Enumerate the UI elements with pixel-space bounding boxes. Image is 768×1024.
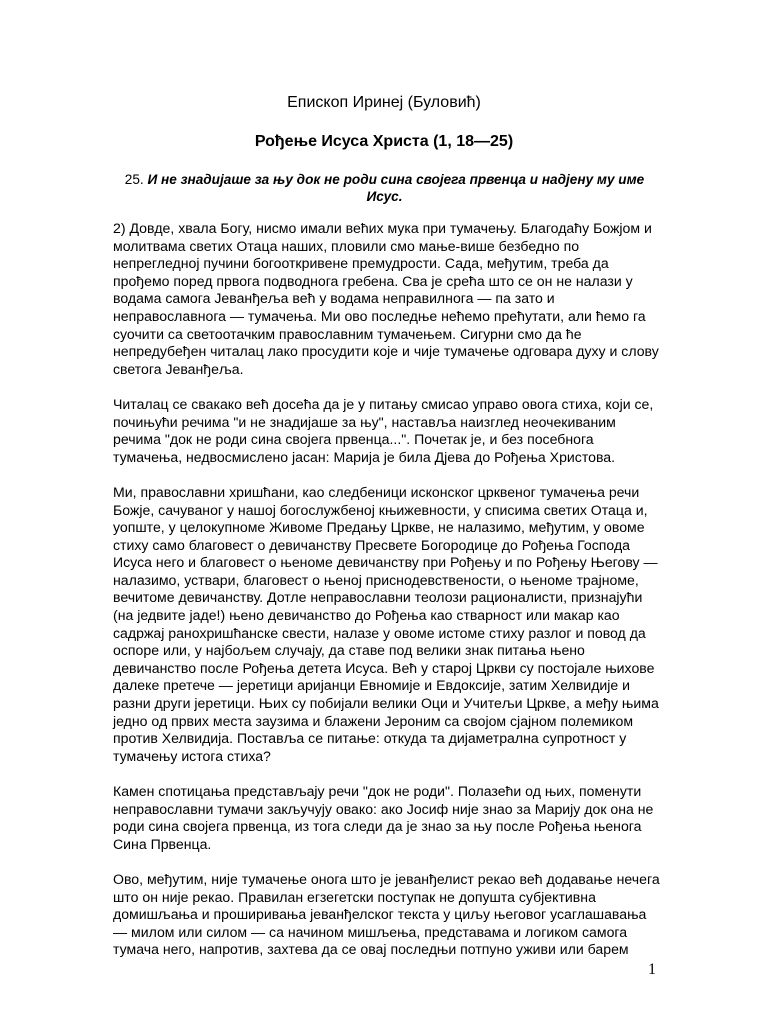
paragraph: Ово, међутим, није тумачење онога што је јеванђелист рекао већ додавање нечега што он није рекао. Правилан егзегетски поступак не допушта субјективна домишљања и проширивања јеванђелског текста у циљу његовог усаглашавања — милом или силом — са начином мишљења, представама и логиком самога тумача него, напротив, захтева да се овај последњи потпуно уживи или барем	[113, 870, 660, 958]
verse-text: И не знадијаше за њу док не роди сина својега првенца и надјену му име Исус.	[147, 172, 645, 204]
verse-number: 25.	[124, 172, 144, 187]
author-heading: Епископ Иринеј (Буловић)	[287, 94, 481, 111]
paragraph: Читалац се свакако већ досећа да је у питању смисао управо овога стиха, који се, почињући речима "и не знадијаше за њу", наставља наизглед неочекиваним речима "док не роди сина својега првенца...". Почетак је, и без посебнога тумачења, недвосмислено јасан: Марија је била Дјева до Рођења Христова.	[113, 395, 654, 465]
body-text	[113, 220, 661, 977]
verse-quote	[112, 171, 657, 205]
paragraph: Ми, православни хришћани, као следбеници исконског црквеног тумачења речи Божје, сачуваног у нашој богослужбеној књижевности, у списима светих Отаца и, уопште, у целокупноме Живоме Предању Цркве, не налазимо, међутим, у овоме стиху само благовест о девичанству Пресвете Богородице до Рођења Господа Исуса него и благовест о њеноме девичанству при Рођењу и по Рођењу Његову — налазимо, уствари, благовест о њеној приснодевствености, о њеноме трајноме, вечитоме девичанству. Дотле неправославни теолози рационалисти, признајући (на једвите јаде!) њено девичанство до Рођења као стварност или макар као садржај ранохришћанске свести, налазе у овоме истоме стиху разлог и повод да оспоре или, у најбољем случају, да ставе под велики знак питања њено девичанство после Рођења детета Исуса. Већ у старој Цркви су постојале њихове далеке претече — јеретици аријанци Евномије и Евдоксије, затим Хелвидије и разни други јеретици. Њих су побијали велики Оци и Учитељи Цркве, а међу њима једно од првих места заузима и блажени Јероним са својом сјајном полемиком против Хелвидија. Поставља се питање: откуда та дијаметрална супротност у тумачењу истога стиха?	[113, 483, 659, 764]
page-number: 1	[648, 961, 656, 978]
page-title: Рођење Исуса Христа (1, 18—25)	[254, 133, 514, 150]
paragraph: 2) Довде, хвала Богу, нисмо имали већих мука при тумачењу. Благодаћу Божјом и молитвама светих Отаца наших, пловили смо мање-више безбедно по непрегледној пучини богооткривене премудрости. Сада, међутим, треба да прођемо поред првога подводнога гребена. Сва је срећа што се он не налази у водама самога Јеванђеља већ у водама неправилнога — па зато и неправославнога — тумачења. Ми ово последње нећемо прећутати, али ћемо га суочити са светоотачким православним тумачењем. Сигурни смо да ће непредубеђен читалац лако просудити које и чије тумачење одговара духу и слову светога Јеванђеља.	[113, 220, 659, 377]
paragraph: Камен спотицања представљају речи "док не роди". Полазећи од њих, поменути неправославни тумачи закључују овако: ако Јосиф није знао за Марију док она не роди сина својега првенца, из тога следи да је знао за њу после Рођења њенога Сина Првенца.	[113, 783, 654, 852]
